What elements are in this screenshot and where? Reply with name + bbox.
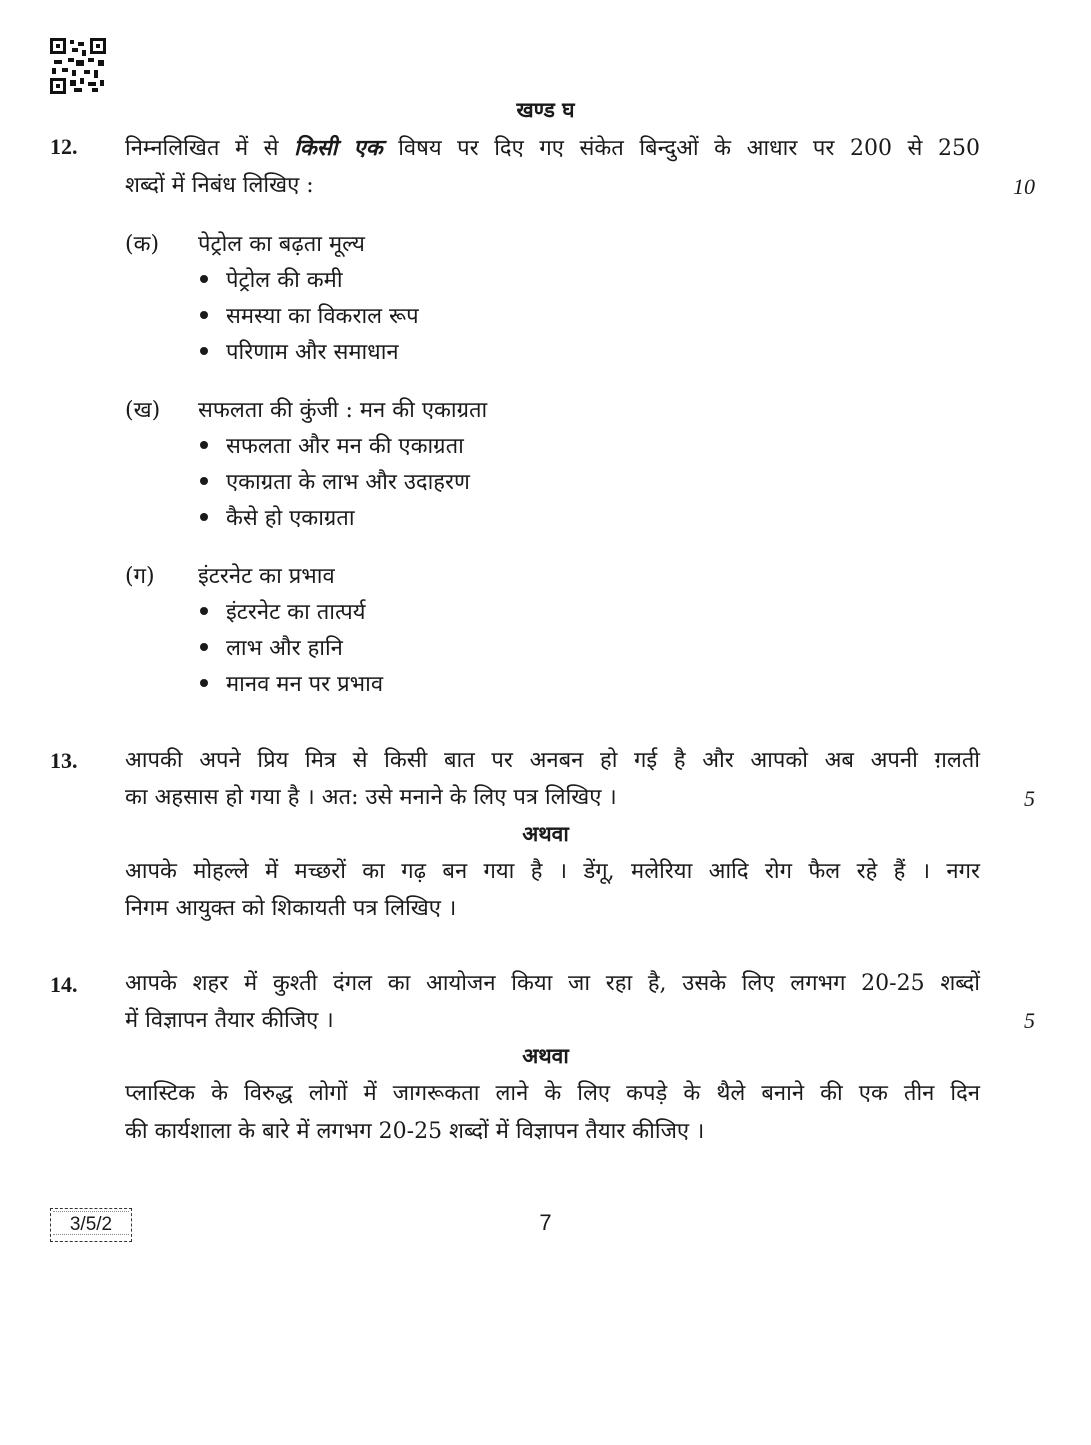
question-14-line2: में विज्ञापन तैयार कीजिए । <box>125 1008 334 1033</box>
option-kha-point: एकाग्रता के लाभ और उदाहरण <box>200 466 470 496</box>
page-number: 7 <box>539 1210 552 1235</box>
question-14-alt-line2: की कार्यशाला के बारे में लगभग 20-25 शब्दों में विज्ञापन तैयार कीजिए । <box>125 1119 705 1144</box>
question-12-marks: 10 <box>1013 174 1035 199</box>
bullet-icon <box>200 477 208 485</box>
qr-code-icon <box>50 38 106 94</box>
bullet-icon <box>200 607 208 615</box>
option-title-ga: इंटरनेट का प्रभाव <box>198 564 335 589</box>
option-label-kha: (ख) <box>125 398 161 423</box>
question-13-line2: का अहसास हो गया है । अत: उसे मनाने के लिए पत्र लिखिए । <box>125 785 617 810</box>
question-12-line1: निम्नलिखित में से किसी एक विषय पर दिए गए संकेत बिन्दुओं के आधार पर 200 से 250 <box>125 135 980 161</box>
question-14-marks: 5 <box>1024 1008 1035 1033</box>
question-13-marks: 5 <box>1024 786 1035 811</box>
option-label-ka: (क) <box>125 232 160 257</box>
section-title: खण्ड घ <box>516 97 575 122</box>
question-13-alt-line2: निगम आयुक्त को शिकायती पत्र लिखिए । <box>125 896 457 921</box>
question-12-line2: शब्दों में निबंध लिखिए : <box>125 173 314 198</box>
question-13-alt-line1: आपके मोहल्ले में मच्छरों का गढ़ बन गया है । डेंगू, मलेरिया आदि रोग फैल रहे हैं । नगर <box>125 859 980 884</box>
option-kha-point: कैसे हो एकाग्रता <box>200 502 355 532</box>
option-ka-point: समस्या का विकराल रूप <box>200 300 419 330</box>
bullet-icon <box>200 679 208 687</box>
option-label-ga: (ग) <box>125 564 155 589</box>
question-13-number: 13. <box>50 748 78 773</box>
question-12-number: 12. <box>50 134 78 159</box>
bullet-icon <box>200 513 208 521</box>
option-ga-point: इंटरनेट का तात्पर्य <box>200 596 366 626</box>
option-ga-point: लाभ और हानि <box>200 632 343 662</box>
bullet-icon <box>200 441 208 449</box>
question-13-line1: आपकी अपने प्रिय मित्र से किसी बात पर अनबन हो गई है और आपको अब अपनी ग़लती <box>125 748 980 773</box>
bullet-icon <box>200 275 208 283</box>
question-13-or: अथवा <box>522 821 569 846</box>
option-ga-point: मानव मन पर प्रभाव <box>200 668 383 698</box>
bullet-icon <box>200 311 208 319</box>
question-14-line1: आपके शहर में कुश्ती दंगल का आयोजन किया जा रहा है, उसके लिए लगभग 20-25 शब्दों <box>125 971 980 996</box>
question-14-or: अथवा <box>522 1043 569 1068</box>
bullet-icon <box>200 347 208 355</box>
bullet-icon <box>200 643 208 651</box>
question-14-number: 14. <box>50 972 78 997</box>
option-title-ka: पेट्रोल का बढ़ता मूल्य <box>198 232 365 257</box>
question-14-alt-line1: प्लास्टिक के विरुद्ध लोगों में जागरूकता लाने के लिए कपड़े के थैले बनाने की एक तीन दिन <box>125 1081 980 1106</box>
option-ka-point: परिणाम और समाधान <box>200 336 399 366</box>
option-kha-point: सफलता और मन की एकाग्रता <box>200 430 464 460</box>
option-ka-point: पेट्रोल की कमी <box>200 264 343 294</box>
option-title-kha: सफलता की कुंजी : मन की एकाग्रता <box>198 398 488 423</box>
paper-code-text: 3/5/2 <box>69 1214 113 1235</box>
